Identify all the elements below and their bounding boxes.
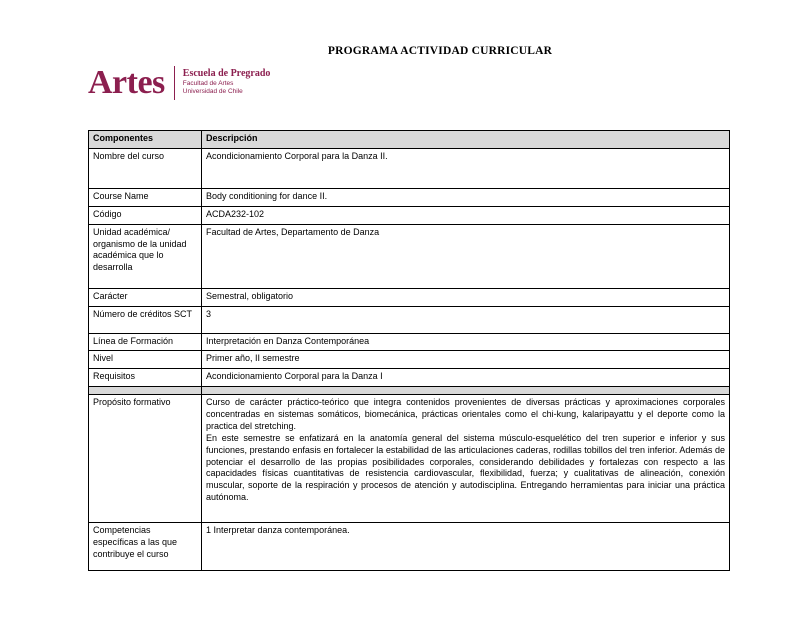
row-label-nivel: Nivel bbox=[89, 351, 202, 369]
document-header bbox=[88, 62, 728, 122]
row-label-creditos-sct: Número de créditos SCT bbox=[89, 306, 202, 333]
table-row bbox=[89, 224, 730, 288]
row-label-caracter: Carácter bbox=[89, 288, 202, 306]
logo-text-block bbox=[183, 62, 271, 96]
logo-line-universidad: Universidad de Chile bbox=[182, 87, 243, 95]
row-value-competencias: 1 Interpretar danza contemporánea. bbox=[202, 523, 730, 571]
row-value-requisitos: Acondicionamiento Corporal para la Danza I bbox=[202, 369, 730, 387]
table-spacer-row bbox=[89, 387, 730, 395]
logo-line-facultad: Facultad de Artes bbox=[182, 79, 234, 87]
spacer-cell-right bbox=[202, 387, 730, 395]
proposito-paragraph-2: En este semestre se enfatizará en la anatomía general del sistema músculo-esquelético del tren superior e inferior y sus funciones, prestando enfasis en fortalecer la estabilidad de las articulaciones caderas, rodillas tobillos del tren inferior. Además de potenciar el desarrollo de las propias posibilidades corporales, considerando debilidades y fortalezas con respecto a las capacidades físicas cuantitativas de resistencia cardiovascular, flexibilidad, fuerza; y cualitativas de alineación, conexión muscular, soporte de la respiración y procesos de atención y autodisciplina. Entregando herramientas para iniciar una práctica autónoma. bbox=[206, 432, 725, 503]
table-row bbox=[89, 351, 730, 369]
row-value-codigo: ACDA232-102 bbox=[202, 206, 730, 224]
page-title: PROGRAMA ACTIVIDAD CURRICULAR bbox=[327, 45, 553, 57]
proposito-paragraph-1: Curso de carácter práctico-teórico que integra contenidos provenientes de diversas prácticas y aproximaciones corporales concentradas en sistemas somáticos, biomecánica, prácticas orientales como el chi-kung, kalaripayattu y el deporte como la practica del stretching. bbox=[206, 397, 725, 431]
spacer-cell-left bbox=[89, 387, 202, 395]
table-row bbox=[89, 306, 730, 333]
row-label-competencias: Competencias específicas a las que contribuye el curso bbox=[89, 523, 202, 571]
row-value-course-name: Body conditioning for dance II. bbox=[202, 188, 730, 206]
row-label-codigo: Código bbox=[89, 206, 202, 224]
table-header-row bbox=[89, 131, 730, 149]
row-value-creditos-sct: 3 bbox=[202, 306, 730, 333]
program-table-wrapper bbox=[88, 130, 725, 571]
table-row bbox=[89, 369, 730, 387]
row-value-nivel: Primer año, II semestre bbox=[202, 351, 730, 369]
row-value-nombre-del-curso: Acondicionamiento Corporal para la Danza II. bbox=[202, 148, 730, 188]
table-row bbox=[89, 523, 730, 571]
row-label-requisitos: Requisitos bbox=[89, 369, 202, 387]
logo-divider bbox=[174, 66, 175, 100]
row-label-unidad-academica: Unidad académica/ organismo de la unidad académica que lo desarrolla bbox=[89, 224, 202, 288]
logo-wordmark: Artes bbox=[88, 64, 165, 101]
table-row bbox=[89, 395, 730, 523]
row-label-proposito-formativo: Propósito formativo bbox=[89, 395, 202, 523]
table-row bbox=[89, 148, 730, 188]
logo-line-escuela: Escuela de Pregrado bbox=[182, 68, 271, 79]
program-table bbox=[88, 130, 730, 571]
row-value-unidad-academica: Facultad de Artes, Departamento de Danza bbox=[202, 224, 730, 288]
table-row bbox=[89, 206, 730, 224]
table-row bbox=[89, 333, 730, 351]
row-value-linea-de-formacion: Interpretación en Danza Contemporánea bbox=[202, 333, 730, 351]
table-row bbox=[89, 288, 730, 306]
row-label-course-name: Course Name bbox=[89, 188, 202, 206]
table-row bbox=[89, 188, 730, 206]
row-label-linea-de-formacion: Línea de Formación bbox=[89, 333, 202, 351]
row-label-nombre-del-curso: Nombre del curso bbox=[89, 148, 202, 188]
header-cell-descripcion: Descripción bbox=[202, 131, 730, 149]
header-cell-componentes: Componentes bbox=[89, 131, 202, 149]
institution-logo bbox=[88, 62, 270, 100]
row-value-caracter: Semestral, obligatorio bbox=[202, 288, 730, 306]
row-value-proposito-formativo bbox=[202, 395, 730, 523]
